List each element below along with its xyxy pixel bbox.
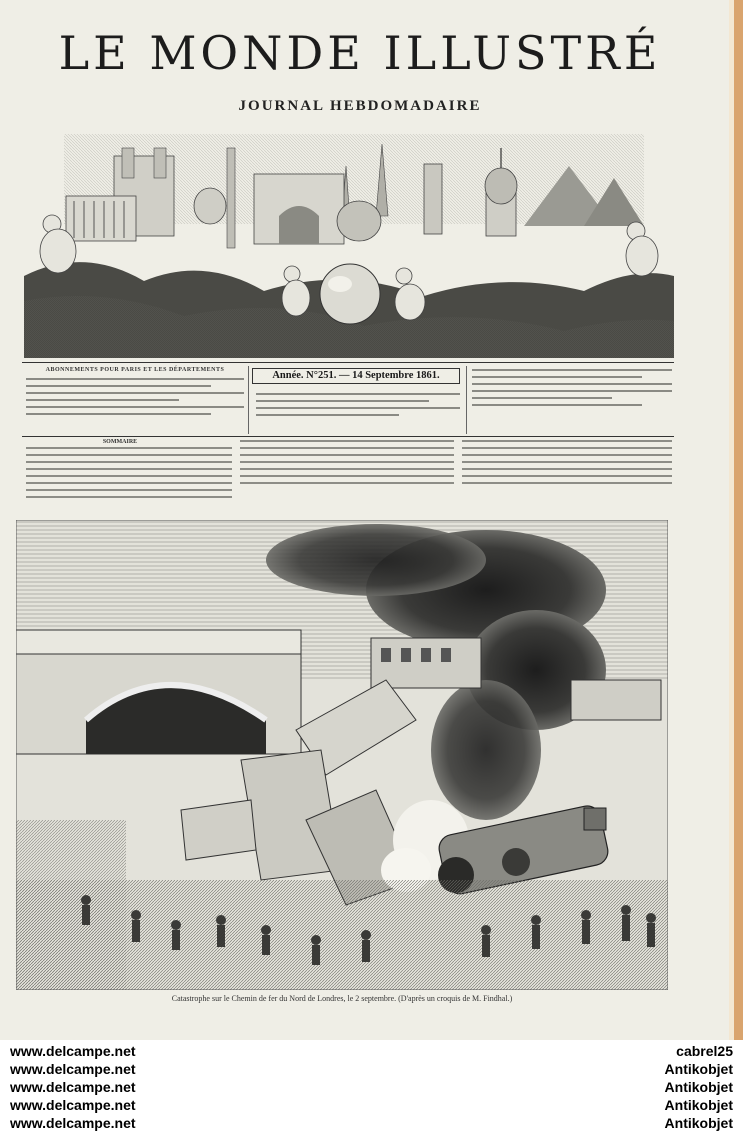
- watermark-url: www.delcampe.net: [10, 1043, 136, 1059]
- column-rule: [466, 366, 467, 434]
- header-rule: [22, 362, 674, 363]
- watermark-left-column: [10, 1042, 136, 1132]
- illustration-caption: Catastrophe sur le Chemin de fer du Nord de Londres, le 2 septembre. (D'après un croquis de M. Findhal.): [171, 994, 513, 1003]
- summary-column-2: [240, 440, 454, 512]
- watermark-url: www.delcampe.net: [10, 1079, 136, 1095]
- summary-column-1: [26, 447, 232, 519]
- watermark-url: www.delcampe.net: [10, 1097, 136, 1113]
- watermark-seller: Antikobjet: [664, 1115, 733, 1131]
- watermark-seller: Antikobjet: [664, 1079, 733, 1095]
- masthead-engraving: [24, 126, 674, 358]
- notice-box: [472, 364, 672, 434]
- summary-column-3: [462, 440, 672, 512]
- page-edge: [729, 0, 743, 1040]
- office-box: [256, 388, 460, 434]
- summary-heading: SOMMAIRE: [102, 439, 138, 445]
- masthead-title: LE MONDE ILLUSTRÉ: [58, 26, 662, 80]
- column-rule: [248, 366, 249, 434]
- watermark-right-column: [665, 1042, 733, 1132]
- subscription-title: ABONNEMENTS POUR PARIS ET LES DÉPARTEMENTS: [45, 367, 225, 373]
- watermark-seller: Antikobjet: [664, 1061, 733, 1077]
- watermark-seller: cabrel25: [676, 1043, 733, 1059]
- watermark-url: www.delcampe.net: [10, 1061, 136, 1077]
- train-crash-engraving: [16, 520, 668, 990]
- watermark-url: www.delcampe.net: [10, 1115, 136, 1131]
- subscription-box: [26, 364, 244, 434]
- masthead-subtitle: JOURNAL HEBDOMADAIRE: [238, 98, 482, 114]
- watermark-seller: Antikobjet: [664, 1097, 733, 1113]
- issue-number: Année. N°251. — 14 Septembre 1861.: [252, 368, 460, 384]
- header-rule-bottom: [22, 436, 674, 437]
